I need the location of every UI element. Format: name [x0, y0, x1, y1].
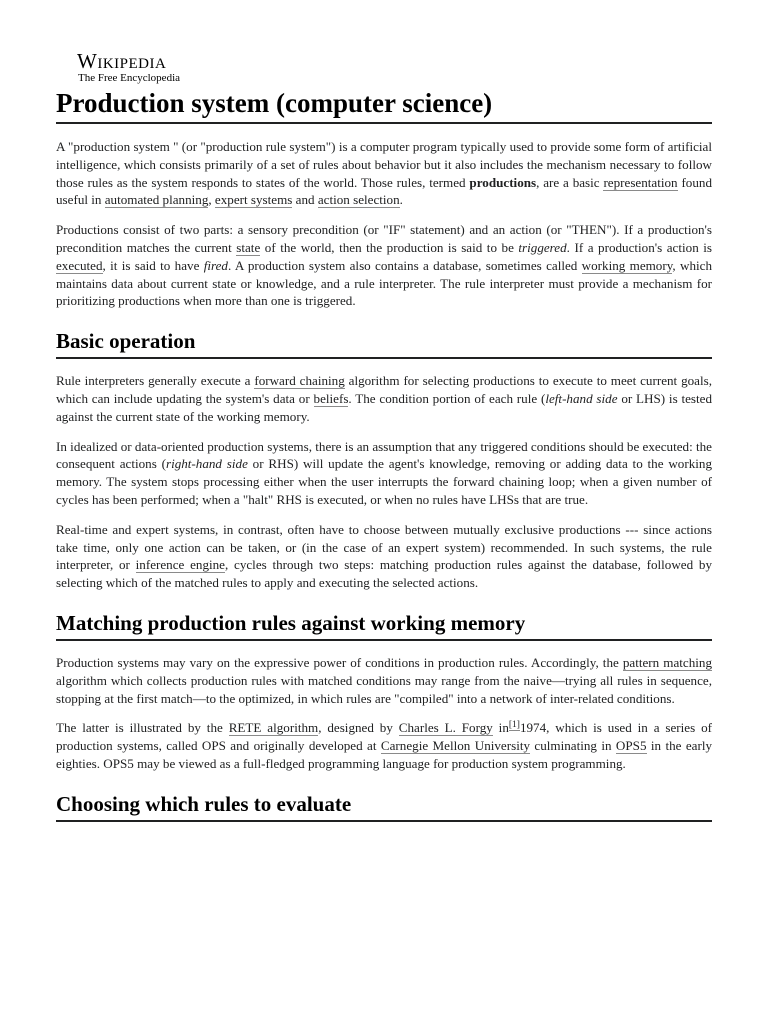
link-pattern-matching[interactable]: pattern matching	[622, 654, 712, 670]
matching-paragraph-1: Production systems may vary on the expressive power of conditions in production rules. Accordingly, the pattern matching algorithm which collects production rules with matched conditions may range from the naive—trying all rules in sequence, stopping at the first match—to the optimized, in which rules are "compiled" into a network of inter-related conditions.	[56, 654, 712, 706]
link-representation[interactable]: representation	[603, 174, 678, 190]
article-content	[56, 84, 712, 822]
basic-paragraph-1: Rule interpreters generally execute a forward chaining algorithm for selecting productions to execute to meet current goals, which can include updating the system's data or beliefs. The condition portion of each rule (left-hand side or LHS) is tested against the current state of the working memory.	[56, 373, 713, 424]
reference-1[interactable]: [1]	[508, 719, 520, 730]
heading-basic-operation: Basic operation	[56, 326, 712, 359]
matching-paragraph-2: The latter is illustrated by the RETE algorithm, designed by Charles L. Forgy in[1]1974, which is used in a series of production systems, called OPS and originally developed at Carnegie Mellon University culminating in OPS5 in the early eighties. OPS5 may be viewed as a full-fledged programming language for production system programming.	[56, 719, 712, 771]
intro-paragraph-1: A "production system " (or "production rule system") is a computer program typically used to provide some form of artificial intelligence, which consists primarily of a set of rules about behavior but it also includes the mechanism necessary to follow those rules as the system responds to states of the world. Those rules, termed productions, are a basic representation found useful in automated planning, expert systems and action selection.	[56, 139, 712, 208]
link-action-selection[interactable]: action selection	[317, 192, 400, 208]
link-carnegie-mellon-university[interactable]: Carnegie Mellon University	[380, 738, 531, 754]
logo-wordmark: Wikipedia	[77, 49, 167, 73]
heading-matching-production-rules: Matching production rules against working memory	[56, 608, 712, 641]
link-expert-systems[interactable]: expert systems	[214, 192, 293, 208]
link-forward-chaining[interactable]: forward chaining	[254, 373, 345, 389]
link-rete-algorithm[interactable]: RETE algorithm	[228, 720, 319, 736]
link-automated-planning[interactable]: automated planning	[104, 192, 209, 208]
basic-paragraph-2: In idealized or data-oriented production systems, there is an assumption that any triggered conditions should be executed: the consequent actions (right-hand side or RHS) will update the agent's knowledge, removing or adding data to the working memory. The system stops processing either when the user interrupts the forward chaining loop; when a given number of cycles has been performed; when a "halt" RHS is executed, or when no rules have LHSs that are true.	[56, 438, 712, 507]
link-charles-l-forgy[interactable]: Charles L. Forgy	[398, 720, 493, 736]
link-working-memory[interactable]: working memory	[581, 257, 673, 273]
intro-paragraph-2: Productions consist of two parts: a sensory precondition (or "IF" statement) and an action (or "THEN"). If a production's precondition matches the current state of the world, then the production is said to be triggered. If a production's action is executed, it is said to have fired. A production system also contains a database, sometimes called working memory, which maintains data about current state or knowledge, and a rule interpreter. The rule interpreter must provide a mechanism for prioritizing productions when more than one is triggered.	[56, 222, 713, 309]
link-ops5[interactable]: OPS5	[615, 738, 647, 754]
heading-choosing-rules: Choosing which rules to evaluate	[56, 789, 712, 822]
link-inference-engine[interactable]: inference engine	[135, 557, 225, 573]
basic-paragraph-3: Real-time and expert systems, in contrast, often have to choose between mutually exclusive productions --- since actions take time, only one action can be taken, or (in the case of an expert system) recommended. In such systems, the rule interpreter, or inference engine, cycles through two steps: matching production rules against the database, followed by selecting which of the matched rules to apply and executing the selected actions.	[56, 521, 712, 591]
link-executed[interactable]: executed	[56, 257, 103, 273]
link-state[interactable]: state	[236, 239, 261, 255]
wikipedia-logo[interactable]	[77, 50, 180, 84]
page-title: Production system (computer science)	[56, 84, 712, 124]
link-beliefs[interactable]: beliefs	[313, 390, 349, 406]
logo-tagline: The Free Encyclopedia	[78, 72, 181, 84]
